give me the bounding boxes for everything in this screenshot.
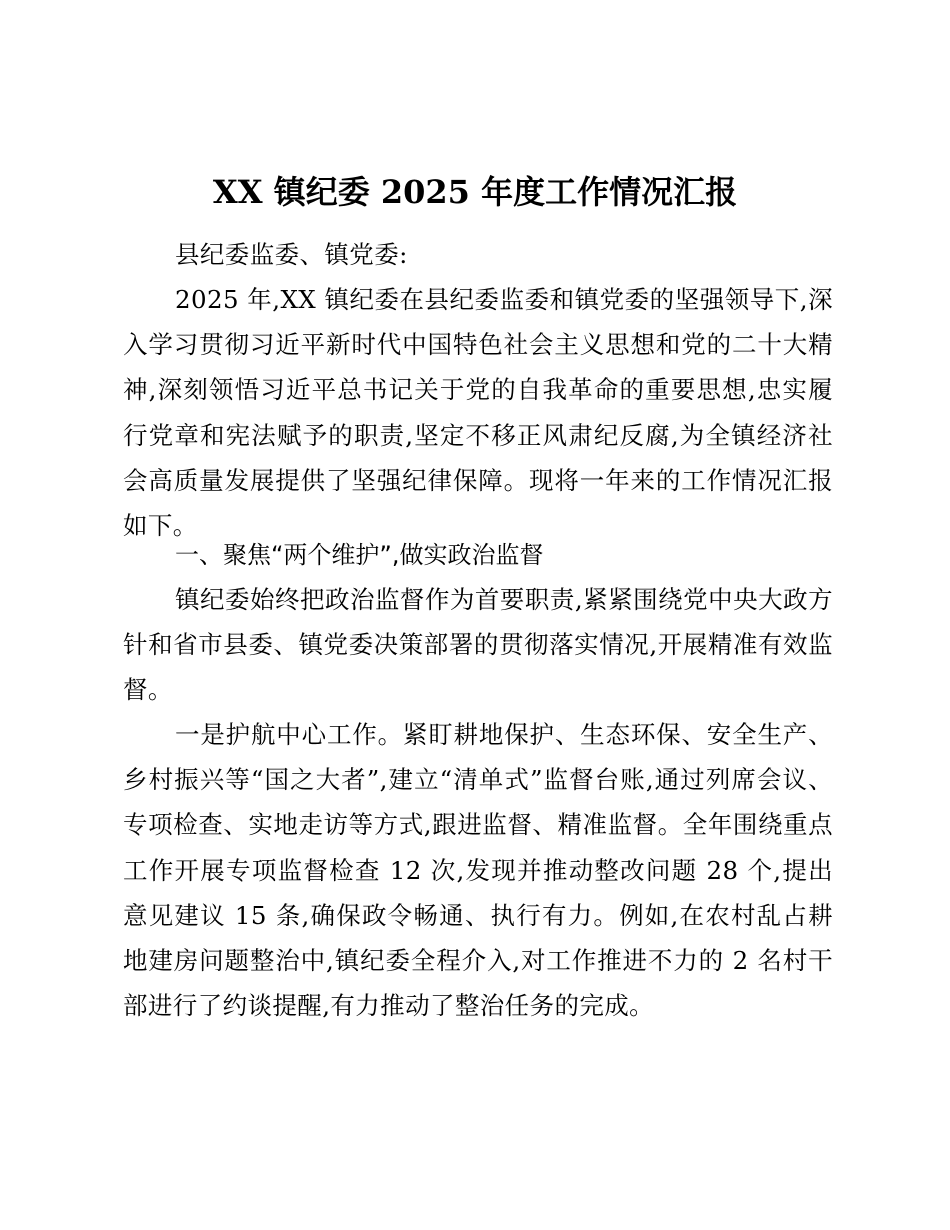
section-paragraph: 一是护航中心工作。紧盯耕地保护、生态环保、安全生产、乡村振兴等“国之大者”,建立“清单式”监督台账,通过列席会议、专项检查、实地走访等方式,跟进监督、精准监督。全年围绕重点工作开展专项监督检查 12 次,发现并推动整改问题 28 个,提出意见建议 15 条,确保政令畅通、执行有力。例如,在农村乱占耕地建房问题整治中,镇纪委全程介入,对工作推进不力的 2 名村干部进行了约谈提醒,有力推动了整治任务的完成。 xyxy=(123,720,833,1021)
intro-paragraph: 2025 年,XX 镇纪委在县纪委监委和镇党委的坚强领导下,深入学习贯彻习近平新时代中国特色社会主义思想和党的二十大精神,深刻领悟习近平总书记关于党的自我革命的重要思想,忠实履行党章和宪法赋予的职责,坚定不移正风肃纪反腐,为全镇经济社会高质量发展提供了坚强纪律保障。现将一年来的工作情况汇报如下。 xyxy=(123,285,833,541)
section-heading: 一、聚焦“两个维护”,做实政治监督 xyxy=(175,541,544,569)
document-title: XX 镇纪委 2025 年度工作情况汇报 xyxy=(212,173,738,211)
salutation: 县纪委监委、镇党委: xyxy=(175,240,408,269)
section-paragraph: 镇纪委始终把政治监督作为首要职责,紧紧围绕党中央大政方针和省市县委、镇党委决策部署的贯彻落实情况,开展精准有效监督。 xyxy=(123,585,833,705)
